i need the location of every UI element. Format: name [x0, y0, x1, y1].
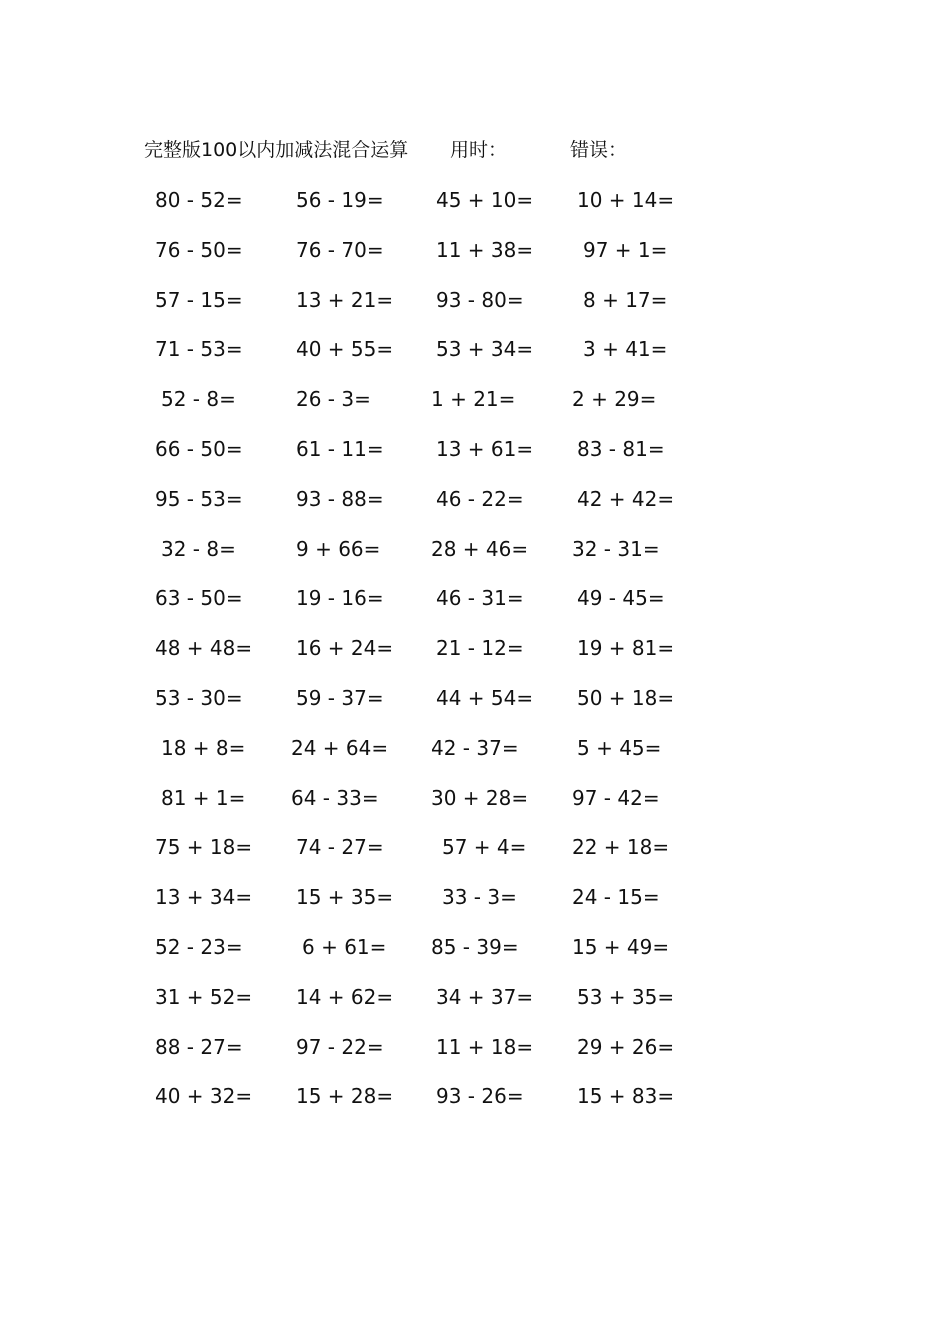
math-problem: 59 - 37= — [296, 685, 384, 710]
math-problem: 95 - 53= — [155, 486, 243, 511]
problem-row — [0, 832, 950, 882]
math-problem: 30 + 28= — [431, 785, 529, 810]
problem-row — [0, 334, 950, 384]
time-used-label: 用时： — [450, 139, 508, 161]
problem-row — [0, 683, 950, 733]
math-problem: 71 - 53= — [155, 337, 243, 362]
problem-row — [0, 1081, 950, 1131]
math-problem: 97 + 1= — [583, 237, 668, 262]
math-problem: 11 + 18= — [436, 1034, 534, 1059]
math-problem: 19 - 16= — [296, 586, 384, 611]
problem-row — [0, 434, 950, 484]
math-problem: 97 - 42= — [572, 785, 660, 810]
problem-row — [0, 235, 950, 285]
problem-row — [0, 185, 950, 235]
math-problem: 5 + 45= — [577, 735, 662, 760]
math-problem: 32 - 8= — [161, 536, 236, 561]
errors-label: 错误： — [570, 139, 628, 161]
math-problem: 75 + 18= — [155, 835, 253, 860]
math-problem: 48 + 48= — [155, 636, 253, 661]
math-problem: 10 + 14= — [577, 188, 675, 212]
math-problem: 80 - 52= — [155, 188, 243, 212]
math-problem: 31 + 52= — [155, 984, 253, 1009]
math-problem: 24 + 64= — [291, 735, 389, 760]
math-problem: 24 - 15= — [572, 885, 660, 910]
math-problem: 14 + 62= — [296, 984, 394, 1009]
problem-row — [0, 882, 950, 932]
math-problem: 57 - 15= — [155, 287, 243, 312]
math-problem: 6 + 61= — [302, 934, 387, 959]
math-problem: 64 - 33= — [291, 785, 379, 810]
math-problem: 93 - 26= — [436, 1084, 524, 1109]
math-problem: 34 + 37= — [436, 984, 534, 1009]
math-problem: 9 + 66= — [296, 536, 381, 561]
math-problem: 93 - 88= — [296, 486, 384, 511]
math-problem: 13 + 34= — [155, 885, 253, 910]
math-problem: 93 - 80= — [436, 287, 524, 312]
worksheet-header — [144, 136, 664, 164]
problem-row — [0, 384, 950, 434]
problem-row — [0, 583, 950, 633]
math-problem: 56 - 19= — [296, 188, 384, 212]
math-problem: 45 + 10= — [436, 188, 534, 212]
math-problem: 2 + 29= — [572, 387, 657, 412]
math-problem: 49 - 45= — [577, 586, 665, 611]
math-problem: 15 + 35= — [296, 885, 394, 910]
math-problem: 22 + 18= — [572, 835, 670, 860]
worksheet-title: 完整版100以内加减法混合运算 — [144, 139, 409, 161]
problem-row — [0, 1032, 950, 1082]
math-problem: 53 + 34= — [436, 337, 534, 362]
math-problem: 8 + 17= — [583, 287, 668, 312]
math-problem: 21 - 12= — [436, 636, 524, 661]
math-problem: 76 - 50= — [155, 237, 243, 262]
problem-grid — [0, 185, 950, 1131]
math-problem: 63 - 50= — [155, 586, 243, 611]
math-problem: 74 - 27= — [296, 835, 384, 860]
math-problem: 53 - 30= — [155, 685, 243, 710]
math-problem: 29 + 26= — [577, 1034, 675, 1059]
problem-row — [0, 783, 950, 833]
math-problem: 81 + 1= — [161, 785, 246, 810]
math-problem: 15 + 28= — [296, 1084, 394, 1109]
problem-row — [0, 484, 950, 534]
math-problem: 61 - 11= — [296, 436, 384, 461]
math-problem: 46 - 31= — [436, 586, 524, 611]
math-problem: 13 + 61= — [436, 436, 534, 461]
math-problem: 26 - 3= — [296, 387, 371, 412]
math-problem: 42 + 42= — [577, 486, 675, 511]
math-problem: 88 - 27= — [155, 1034, 243, 1059]
math-problem: 15 + 49= — [572, 934, 670, 959]
math-problem: 18 + 8= — [161, 735, 246, 760]
problem-row — [0, 733, 950, 783]
math-problem: 97 - 22= — [296, 1034, 384, 1059]
math-problem: 52 - 8= — [161, 387, 236, 412]
problem-row — [0, 534, 950, 584]
math-problem: 32 - 31= — [572, 536, 660, 561]
math-problem: 76 - 70= — [296, 237, 384, 262]
math-problem: 50 + 18= — [577, 685, 675, 710]
math-problem: 13 + 21= — [296, 287, 394, 312]
math-problem: 11 + 38= — [436, 237, 534, 262]
math-problem: 52 - 23= — [155, 934, 243, 959]
math-problem: 15 + 83= — [577, 1084, 675, 1109]
math-problem: 1 + 21= — [431, 387, 516, 412]
math-problem: 44 + 54= — [436, 685, 534, 710]
math-problem: 19 + 81= — [577, 636, 675, 661]
problem-row — [0, 982, 950, 1032]
math-problem: 57 + 4= — [442, 835, 527, 860]
math-problem: 66 - 50= — [155, 436, 243, 461]
math-problem: 3 + 41= — [583, 337, 668, 362]
math-problem: 28 + 46= — [431, 536, 529, 561]
problem-row — [0, 285, 950, 335]
math-problem: 83 - 81= — [577, 436, 665, 461]
problem-row — [0, 932, 950, 982]
math-problem: 33 - 3= — [442, 885, 517, 910]
math-problem: 40 + 55= — [296, 337, 394, 362]
math-problem: 46 - 22= — [436, 486, 524, 511]
problem-row — [0, 633, 950, 683]
math-problem: 16 + 24= — [296, 636, 394, 661]
math-problem: 40 + 32= — [155, 1084, 253, 1109]
math-problem: 85 - 39= — [431, 934, 519, 959]
math-problem: 42 - 37= — [431, 735, 519, 760]
math-problem: 53 + 35= — [577, 984, 675, 1009]
